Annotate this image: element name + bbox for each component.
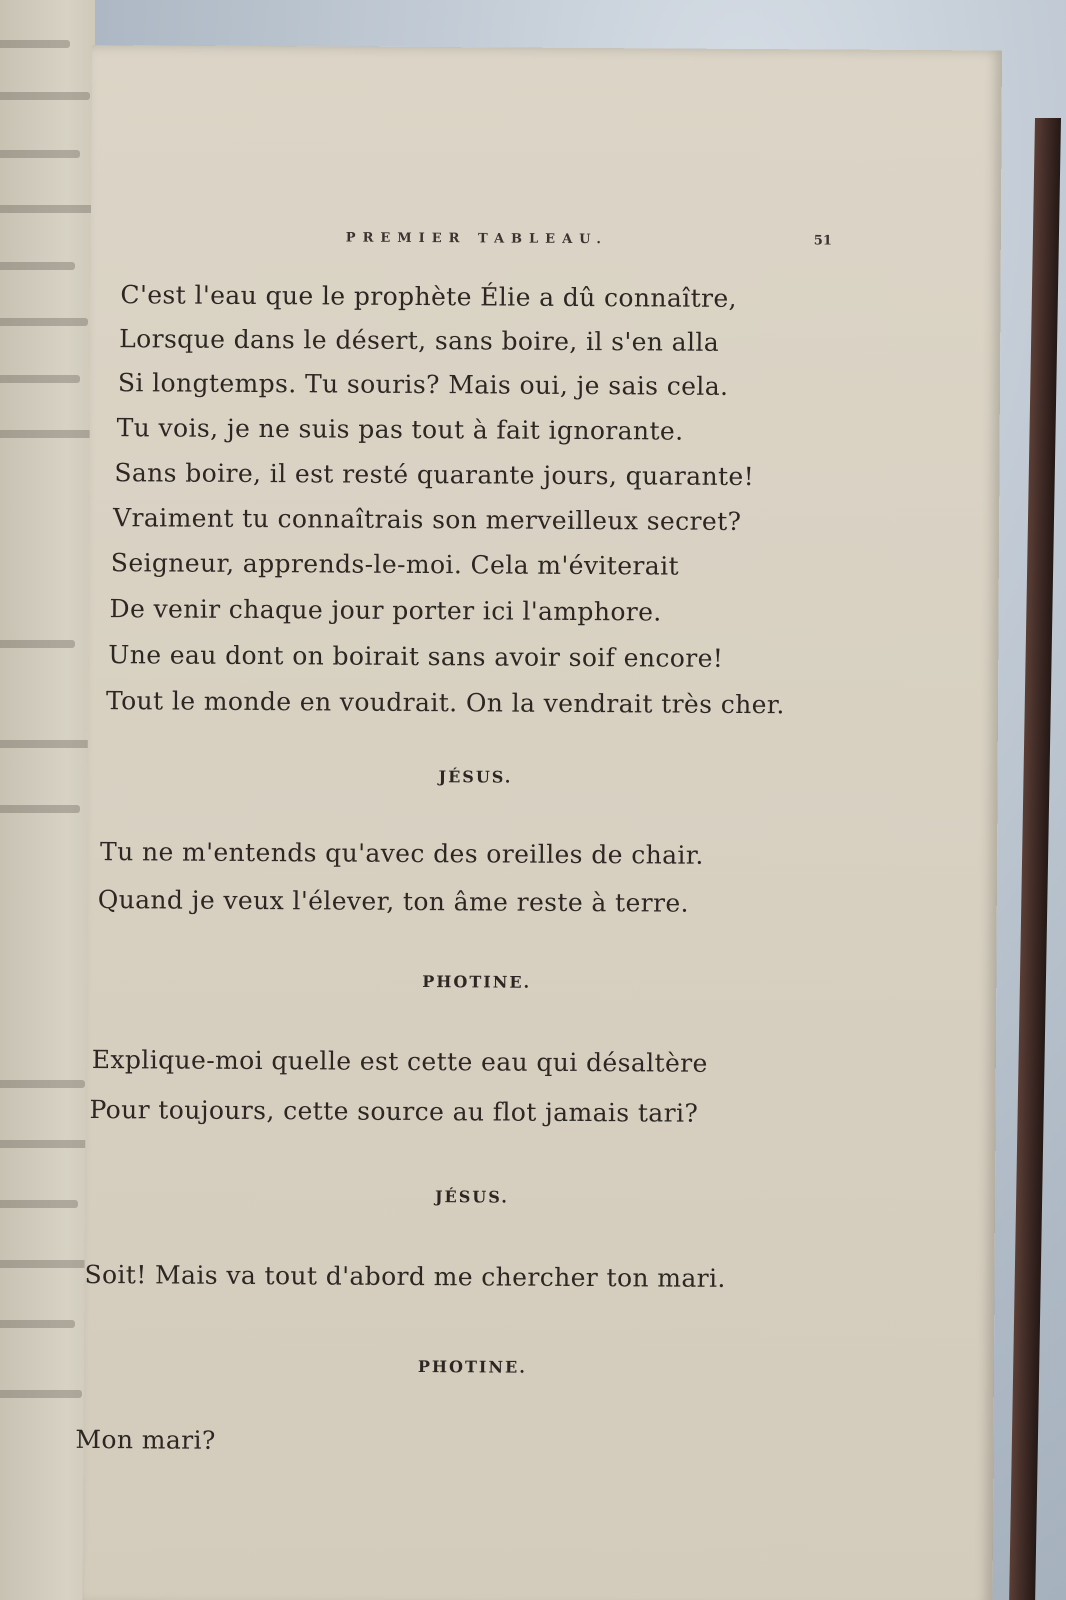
verse-line: De venir chaque jour porter ici l'amphore. — [109, 594, 662, 627]
verse-line: C'est l'eau que le prophète Élie a dû connaître, — [120, 280, 738, 313]
speaker-name: PHOTINE. — [422, 972, 532, 992]
verse-line: Vraiment tu connaîtrais son merveilleux secret? — [113, 503, 742, 536]
speaker-name: JÉSUS. — [434, 1187, 509, 1207]
page-number: 51 — [813, 233, 832, 249]
verse-line: Soit! Mais va tout d'abord me chercher ton mari. — [84, 1259, 726, 1293]
verse-line: Tu ne m'entends qu'avec des oreilles de chair. — [99, 837, 704, 870]
verse-line: Sans boire, il est resté quarante jours, quarante! — [114, 458, 755, 492]
book-page — [75, 45, 1002, 1600]
speaker-name: JÉSUS. — [438, 767, 513, 787]
verse-line: Quand je veux l'élever, ton âme reste à terre. — [97, 885, 690, 918]
verse-line: Tu vois, je ne suis pas tout à fait ignorante. — [116, 413, 684, 446]
speaker-name: PHOTINE. — [417, 1357, 527, 1377]
verse-line: Si longtemps. Tu souris? Mais oui, je sais cela. — [117, 368, 729, 401]
verse-line: Mon mari? — [75, 1424, 216, 1455]
verse-line: Tout le monde en voudrait. On la vendrait très cher. — [105, 686, 785, 720]
verse-line: Pour toujours, cette source au flot jamais tari? — [89, 1095, 699, 1128]
verse-line: Lorsque dans le désert, sans boire, il s'en alla — [119, 324, 720, 357]
verse-line: Une eau dont on boirait sans avoir soif encore! — [108, 640, 724, 673]
running-head: PREMIER TABLEAU. — [345, 230, 608, 248]
verse-line: Explique-moi quelle est cette eau qui désaltère — [91, 1045, 708, 1078]
verse-line: Seigneur, apprends-le-moi. Cela m'éviterait — [110, 548, 680, 581]
left-facing-page — [0, 0, 95, 1600]
